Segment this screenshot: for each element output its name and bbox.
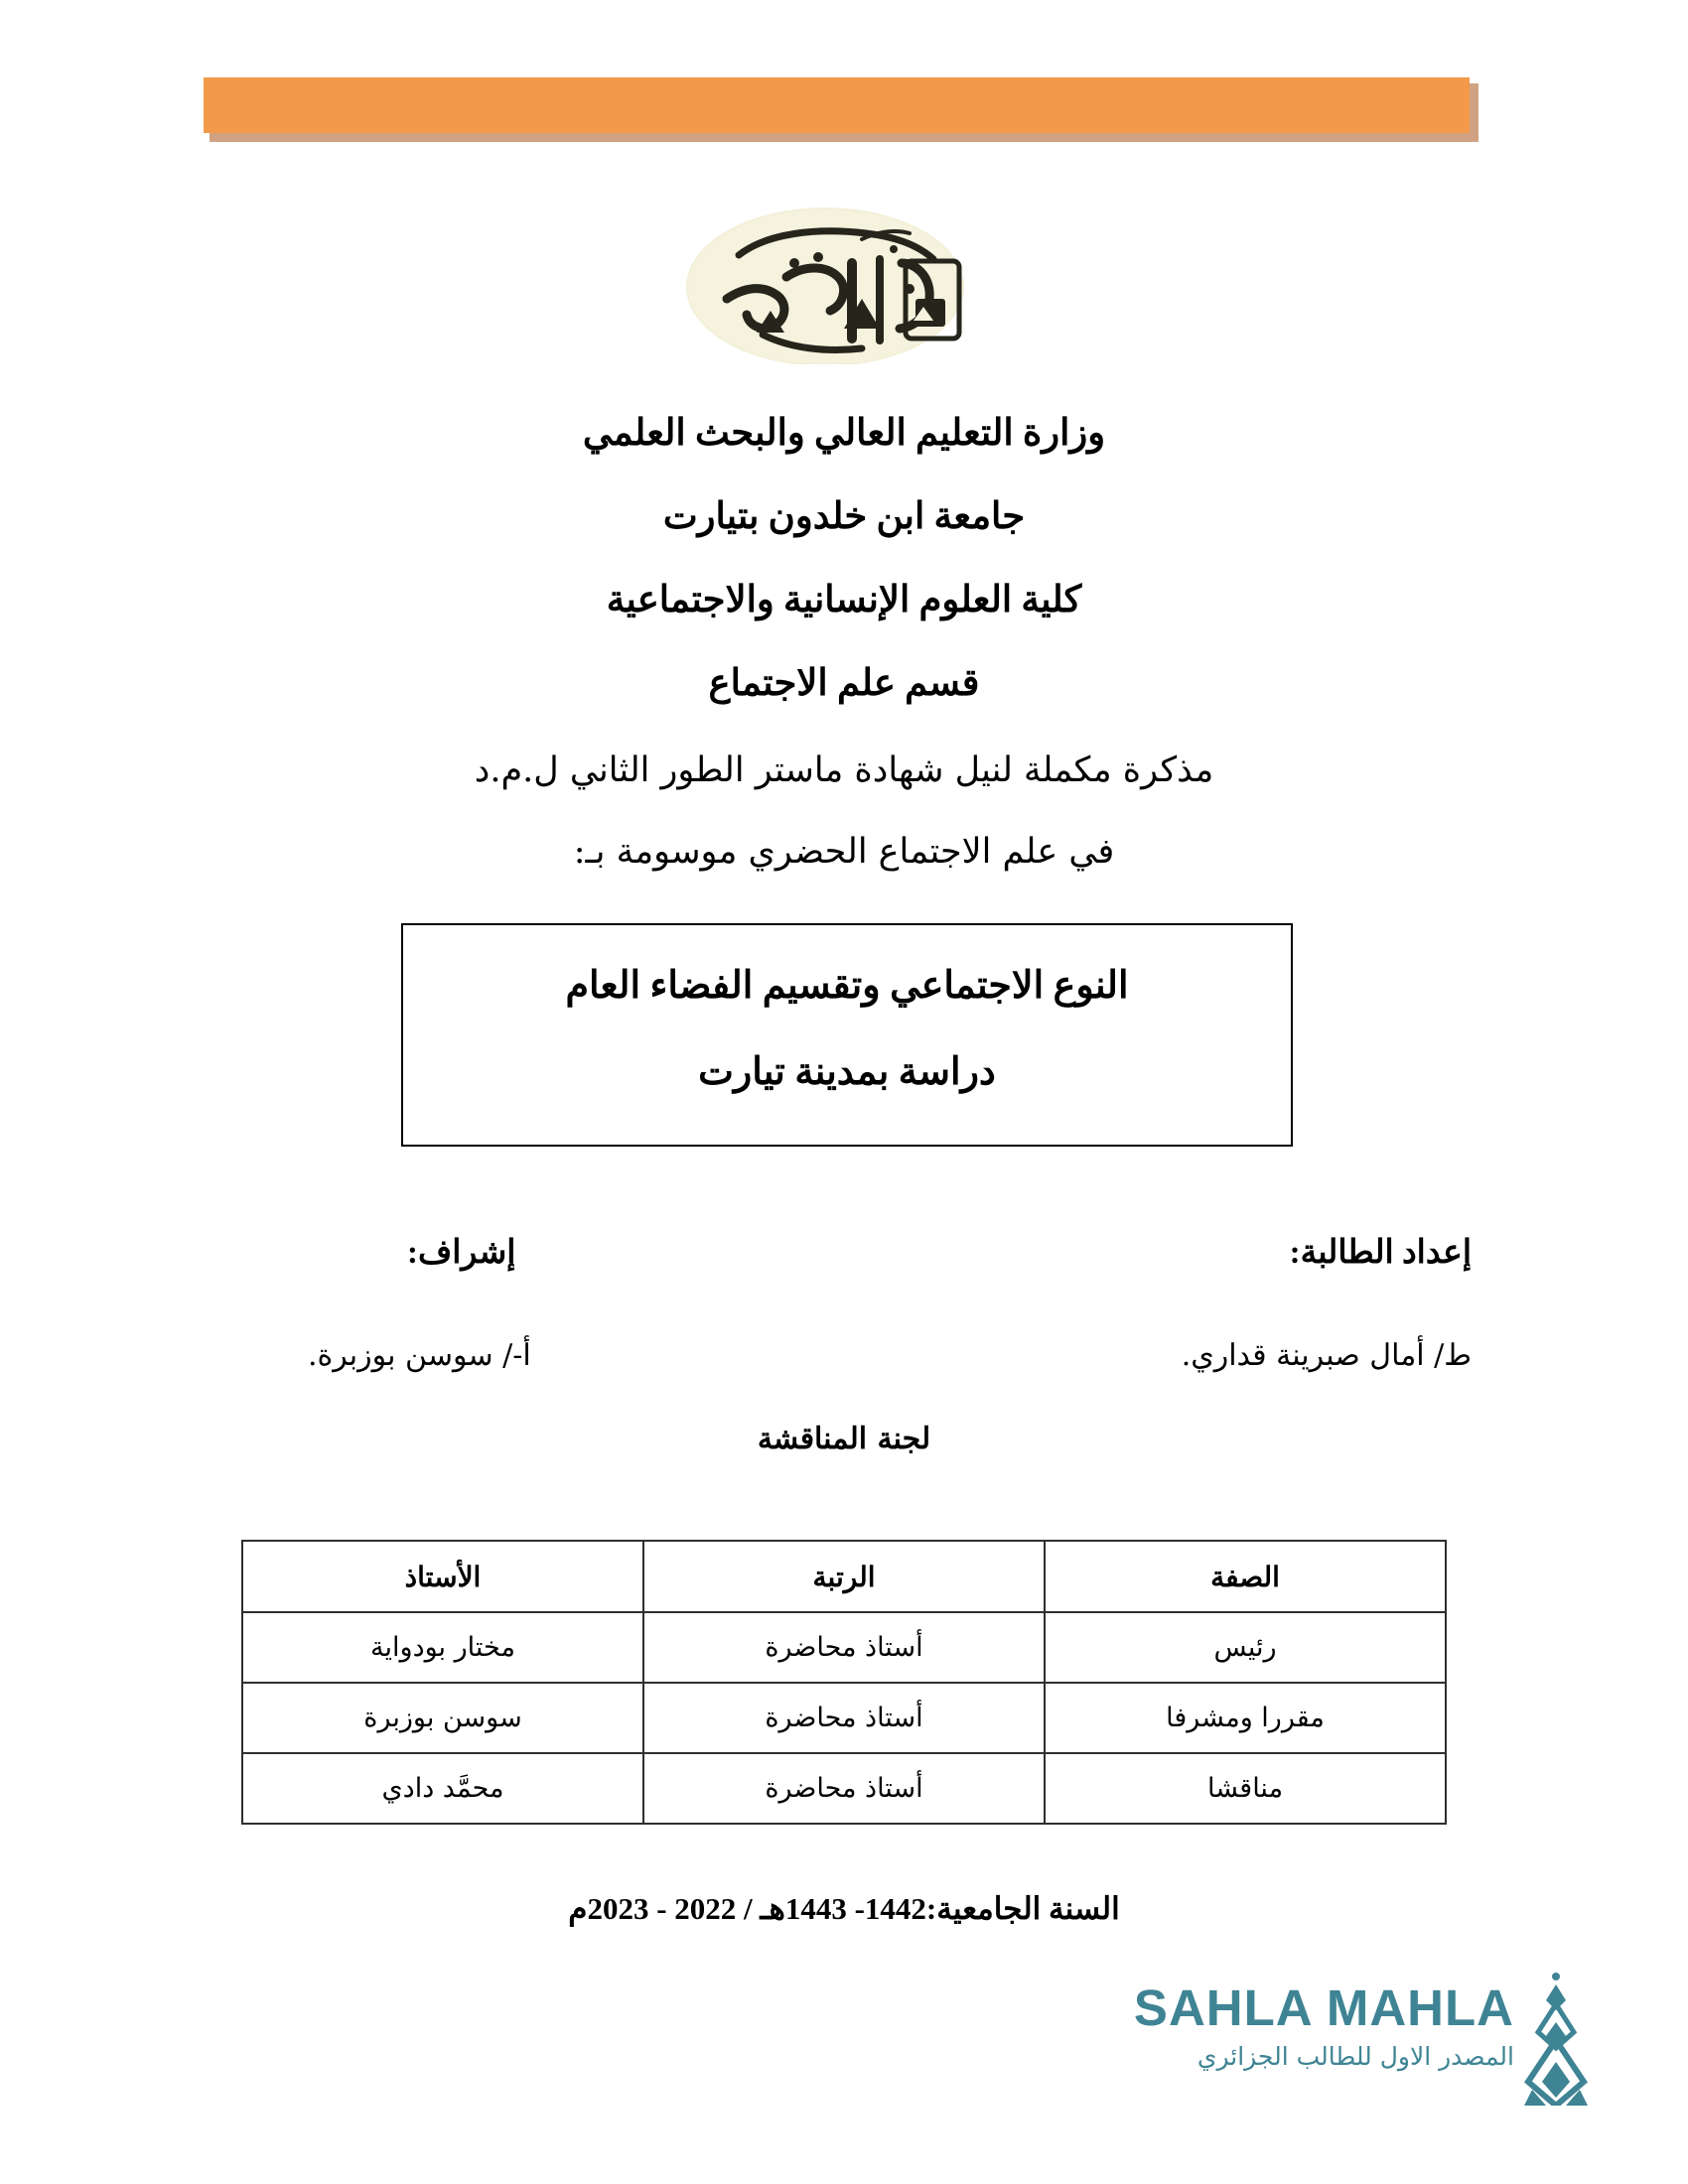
table-row [242, 1612, 1446, 1683]
committee-heading: لجنة المناقشة [757, 1422, 931, 1456]
column-header-professor: الأستاذ [242, 1541, 643, 1612]
committee-table [241, 1540, 1447, 1825]
cell-rank: أستاذ محاضرة [643, 1612, 1045, 1683]
university-line: جامعة ابن خلدون بتيارت [662, 496, 1026, 537]
thesis-title-subtitle: دراسة بمدينة تيارت [698, 1051, 996, 1093]
ministry-line: وزارة التعليم العالي والبحث العلمي [582, 413, 1106, 454]
supervisor-block [268, 1231, 824, 1376]
student-block [943, 1231, 1499, 1376]
cell-rank: أستاذ محاضرة [643, 1683, 1045, 1753]
department-line: قسم علم الاجتماع [708, 663, 980, 704]
column-header-rank: الرتبة [643, 1541, 1045, 1612]
brand-ornament-icon [1518, 1971, 1594, 2106]
table-header-row [242, 1541, 1446, 1612]
cell-professor: مختار بودواية [242, 1612, 643, 1683]
supervisor-name: أ-/ سوسن بوزبرة. [308, 1338, 531, 1373]
table-row [242, 1753, 1446, 1824]
brand-text-block [1134, 1980, 1514, 2071]
column-header-role: الصفة [1045, 1541, 1446, 1612]
supervisor-label: إشراف: [407, 1235, 516, 1271]
brand-tagline: المصدر الاول للطالب الجزائري [1196, 2042, 1514, 2071]
cell-professor: محمَّد دادي [242, 1753, 643, 1824]
credits-row [0, 1231, 1688, 1390]
academic-year: السنة الجامعية:1442- 1443هـ / 2022 - 2023م [568, 1891, 1120, 1926]
thesis-title-box [401, 923, 1293, 1147]
institution-header [0, 392, 1688, 726]
faculty-line: كلية العلوم الإنسانية والاجتماعية [606, 580, 1082, 620]
banner-bar [204, 77, 1470, 133]
cell-role: مقررا ومشرفا [1045, 1683, 1446, 1753]
cell-professor: سوسن بوزبرة [242, 1683, 643, 1753]
banner-shadow-bottom [210, 133, 1478, 142]
degree-line: مذكرة مكملة لنيل شهادة ماستر الطور الثاني ل.م.د [474, 751, 1214, 790]
sahla-mahla-watermark [1097, 1971, 1594, 2119]
student-label: إعداد الطالبة: [1289, 1235, 1472, 1271]
thesis-statement [0, 730, 1688, 892]
cell-role: مناقشا [1045, 1753, 1446, 1824]
brand-name: SAHLA MAHLA [1133, 1979, 1514, 2036]
cell-rank: أستاذ محاضرة [643, 1753, 1045, 1824]
cell-role: رئيس [1045, 1612, 1446, 1683]
speciality-line: في علم الاجتماع الحضري موسومة بـ: [573, 832, 1115, 872]
table-row [242, 1683, 1446, 1753]
student-name: ط/ أمال صبرينة قداري. [1181, 1338, 1472, 1373]
university-crest-image [667, 204, 983, 364]
top-banner [204, 77, 1479, 145]
thesis-title-main: النوع الاجتماعي وتقسيم الفضاء العام [565, 965, 1129, 1007]
banner-shadow-right [1470, 83, 1478, 139]
